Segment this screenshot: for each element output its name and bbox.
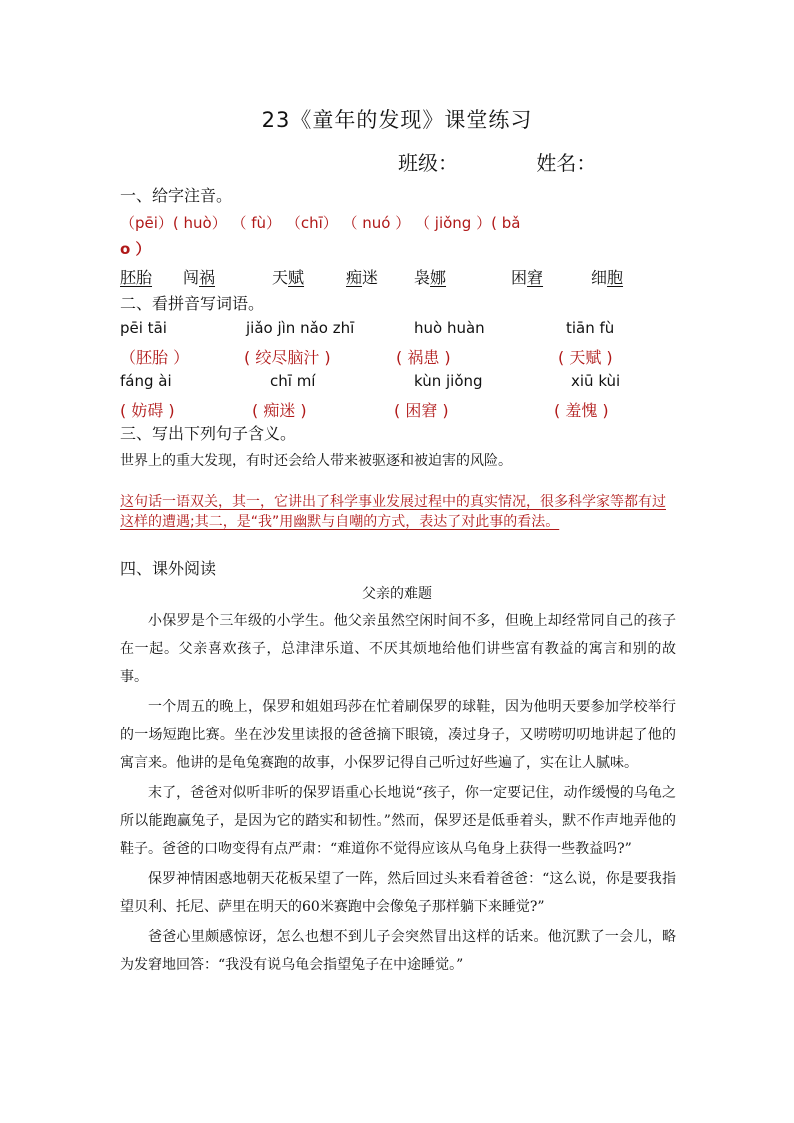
class-name-line [398,147,596,176]
answer-item: ( 天赋 ) [558,348,613,367]
word-item: 袅娜 [414,268,447,287]
pinyin-line-2: o ） [120,240,151,258]
story-title: 父亲的难题 [362,586,432,602]
pinyin-item: xiū kùi [571,372,621,390]
name-label: 姓名： [536,151,597,175]
page-title: 23《童年的发现》课堂练习 [261,108,533,132]
story-paragraph: 保罗神情困惑地朝天花板呆望了一阵，然后回过头来看着爸爸：“这么说，你是要我指望贝利、托尼、萨里在明天的60米赛跑中会像兔子那样躺下来睡觉?” [120,871,676,915]
answer-item: （胚胎 ） [120,348,190,367]
word-item: 痴迷 [346,268,379,287]
story-paragraph: 小保罗是个三年级的小学生。他父亲虽然空闲时间不多，但晚上却经常同自己的孩子在一起。父亲喜欢孩子，总津津乐道、不厌其烦地给他们讲些富有教益的寓言和别的故事。 [120,613,676,685]
word-item: 胚胎 [120,268,153,287]
quoted-sentence: 世界上的重大发现，有时还会给人带来被驱逐和被迫害的风险。 [120,453,512,469]
pinyin-item: pēi tāi [120,319,167,337]
section2-heading: 二、看拼音写词语。 [120,294,265,313]
pinyin-item: kùn jiǒng [414,372,483,390]
section1-heading: 一、给字注音。 [120,186,233,205]
class-label: 班级： [398,151,458,175]
pinyin-item: chī mí [270,372,316,390]
word-item: 细胞 [591,268,624,287]
story-paragraph: 末了，爸爸对似听非听的保罗语重心长地说“孩子，你一定要记住，动作缓慢的乌龟之所以能跑赢兔子，是因为它的踏实和韧性。”然而，保罗还是低垂着头，默不作声地弄他的鞋子。爸爸的口吻变得有点严肃：“难道你不觉得应该从乌龟身上获得一些教益吗?” [120,785,676,857]
word-item: 困窘 [511,268,544,287]
pinyin-item: jiǎo jìn nǎo zhī [246,319,355,337]
story-paragraph: 一个周五的晚上，保罗和姐姐玛莎在忙着刷保罗的球鞋，因为他明天要参加学校举行的一场短跑比赛。坐在沙发里读报的爸爸摘下眼镜，凑过身子，又唠唠叨叨地讲起了他的寓言来。他讲的是龟兔赛跑的故事，小保罗记得自己听过好些遍了，实在让人腻味。 [120,699,676,771]
story-paragraph: 爸爸心里颇感惊讶，怎么也想不到儿子会突然冒出这样的话来。他沉默了一会儿，略为发窘地回答：“我没有说乌龟会指望兔子在中途睡觉。” [120,929,676,973]
answer-item: ( 绞尽脑汁 ) [244,348,331,367]
answer-item: ( 祸患 ) [396,348,451,367]
pinyin-item: huò huàn [414,319,485,337]
sentence-meaning-answer: 这句话一语双关，其一，它讲出了科学事业发展过程中的真实情况，很多科学家等都有过这样的遭遇;其二，是“我”用幽默与自嘲的方式，表达了对此事的看法。 [120,494,666,530]
pinyin-item: tiān fù [566,319,615,337]
answer-item: ( 痴迷 ) [252,401,307,420]
section3-heading: 三、写出下列句子含义。 [120,424,297,443]
pinyin-item: fáng ài [120,372,172,390]
answer-item: ( 妨碍 ) [120,401,175,420]
pinyin-line-1: （pēi）( huò） （ fù） （chī） （ nuó ） （ jiǒng ）( bǎ [120,214,521,232]
answer-item: ( 羞愧 ) [554,401,609,420]
section4-heading: 四、课外阅读 [120,559,217,578]
story-body [120,607,676,981]
word-item: 天赋 [272,268,305,287]
word-item: 闯祸 [183,268,216,287]
answer-item: ( 困窘 ) [394,401,449,420]
